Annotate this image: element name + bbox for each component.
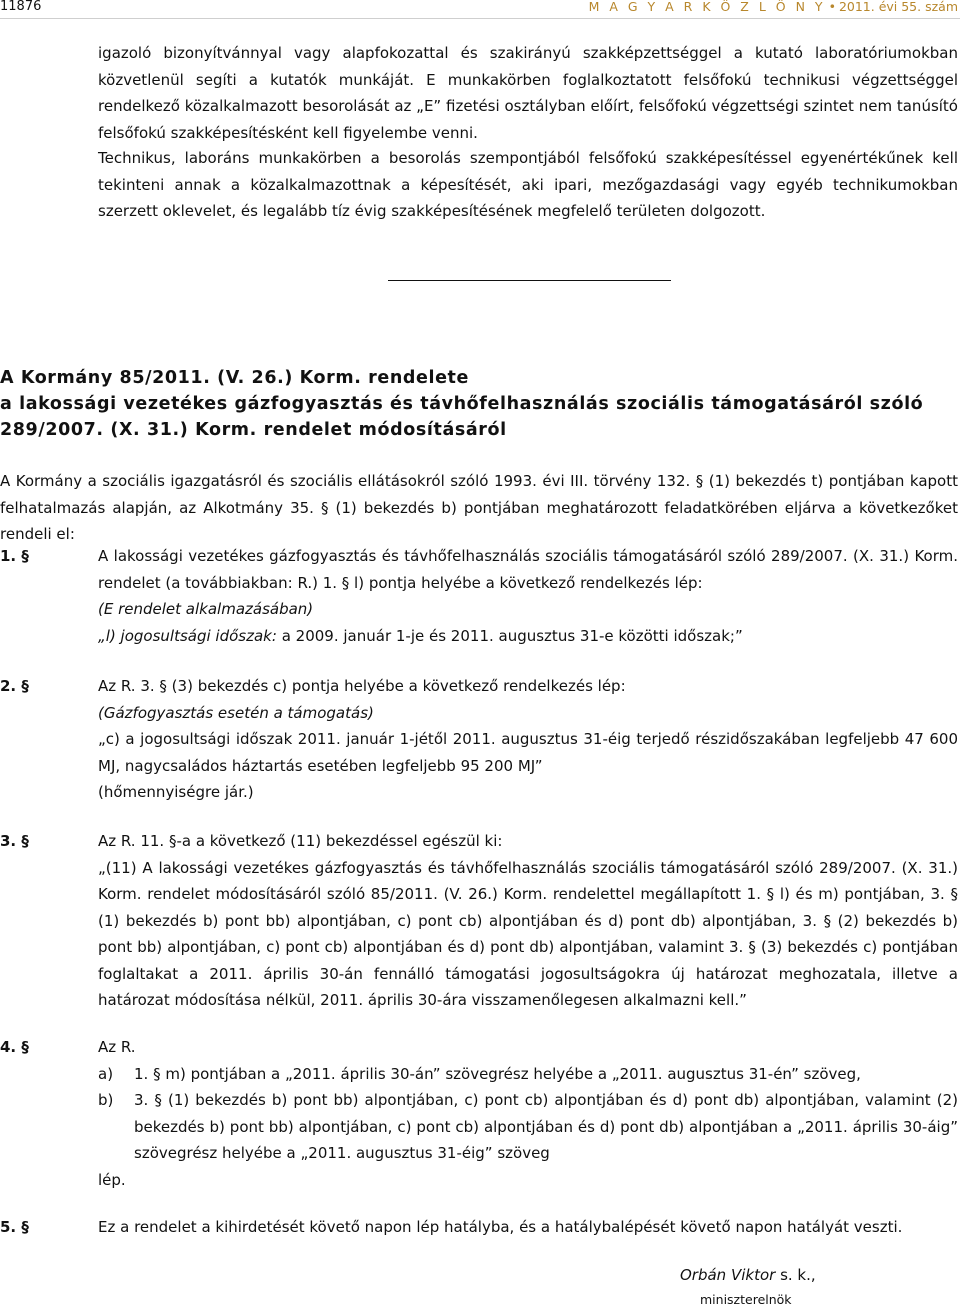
section-text: A lakossági vezetékes gázfogyasztás és távhőfelhasználás szociális támogatásáról szóló 289/2007. (X. 31.) Korm. rendelet (a továbbiakban: R.) 1. § l) pontja helyébe a következő rendelkezés lép: — [98, 547, 958, 592]
list-item-label: a) — [98, 1064, 114, 1083]
section-text: lép. — [98, 1170, 126, 1189]
header-bullet: • — [828, 0, 836, 14]
section-quote: „c) a jogosultsági időszak 2011. január 1-jétől 2011. augusztus 31-éig terjedő részidőszakában legfeljebb 47 600 MJ, nagycsaládos háztartás esetében legfeljebb 95 200 MJ” — [98, 730, 958, 775]
section-2 — [0, 673, 958, 806]
signatory-role: miniszterelnök — [700, 1292, 792, 1307]
preamble: A Kormány a szociális igazgatásról és szociális ellátásokról szóló 1993. évi III. törvény 132. § (1) bekezdés t) pontjában kapott felhatalmazás alapján, az Alkotmány 35. § (1) bekezdés b) pontjában meghatározott feladatkörében eljárva a következőket rendeli el: — [0, 472, 958, 543]
section-text: Az R. 3. § (3) bekezdés c) pontja helyébe a következő rendelkezés lép: — [98, 677, 626, 695]
page-number: 11876 — [0, 0, 42, 14]
section-text: Az R. — [98, 1038, 136, 1056]
list-item — [98, 1061, 958, 1088]
act-title-line: 289/2007. (X. 31.) Korm. rendelet módosításáról — [0, 420, 507, 440]
section-4 — [0, 1034, 958, 1193]
journal-title — [589, 0, 958, 14]
list-item-label: b) — [98, 1091, 114, 1109]
section-number: 5. § — [0, 1218, 29, 1236]
list-item — [98, 1087, 958, 1167]
signatory-name: Orbán Viktor — [680, 1266, 776, 1284]
intro-paragraph-2: Technikus, laboráns munkakörben a besorolás szempontjából felsőfokú szakképesítéssel egyenértékűnek kell tekinteni annak a közalkalmazottnak a képesítését, aki ipari, mezőgazdasági vagy egyéb technikumokban szerzett oklevelet, és legalább tíz évig szakképesítésének megfelelő területen dolgozott. — [98, 149, 958, 220]
section-number: 2. § — [0, 677, 29, 695]
section-number: 3. § — [0, 832, 29, 850]
quote-text: a 2009. január 1-je és 2011. augusztus 31-e közötti időszak;” — [276, 626, 743, 645]
section-1 — [0, 543, 958, 649]
section-text: Az R. 11. §-a a következő (11) bekezdéssel egészül ki: — [98, 832, 503, 850]
section-separator — [388, 280, 671, 281]
act-title — [0, 365, 958, 443]
list-item-text: 1. § m) pontjában a „2011. április 30-án” szövegrész helyébe a „2011. augusztus 31-én” szöveg, — [134, 1064, 861, 1083]
section-3 — [0, 828, 958, 1014]
quote-term: „l) jogosultsági időszak: — [98, 626, 277, 645]
page-header — [0, 0, 960, 16]
signature-suffix: s. k., — [775, 1266, 816, 1284]
section-quote: „(11) A lakossági vezetékes gázfogyasztás és távhőfelhasználás szociális támogatásáról szóló 289/2007. (X. 31.) Korm. rendelet módosításáról szóló 85/2011. (V. 26.) Korm. rendelettel megállapított 1. § l) és m) pontjában, 3. § (1) bekezdés b) pont bb) alpontjában, c) pont cb) alpontjában és d) pont db) alpontjában, 3. § (2) bekezdés b) pont bb) alpontjában, c) pont cb) alpontjában és d) pont db) alpontjában, valamint 3. § (3) bekezdés c) pontjában foglaltakat a 2011. április 30-án fennálló támogatási jogosultságokra új határozat meghozatala, illetve a határozat módosítása nélkül, 2011. április 30-ára visszamenőlegesen alkalmazni kell.” — [98, 858, 958, 1009]
intro-paragraph-1: igazoló bizonyítvánnyal vagy alapfokozattal és szakirányú szakképzettséggel a kutató laboratóriumokban közvetlenül segíti a kutatók munkáját. E munkakörben foglalkoztatott felsőfokú technikusi végzettséggel rendelkező közalkalmazott besorolását az „E” fizetési osztályban előírt, felsőfokú végzettségi szintet nem tanúsító felsőfokú szakképesítésként kell figyelembe venni. — [98, 44, 958, 142]
section-number: 4. § — [0, 1038, 29, 1056]
section-number: 1. § — [0, 547, 29, 565]
section-context: (Gázfogyasztás esetén a támogatás) — [98, 703, 374, 722]
section-text: (hőmennyiségre jár.) — [98, 783, 254, 801]
signature — [680, 1266, 816, 1284]
section-text: Ez a rendelet a kihirdetését követő napon lép hatályba, és a hatálybalépését követő napon hatályát veszti. — [98, 1218, 903, 1236]
section-quote — [98, 623, 958, 650]
header-rule — [0, 18, 960, 19]
section-context: (E rendelet alkalmazásában) — [98, 600, 314, 618]
list-item-text: 3. § (1) bekezdés b) pont bb) alpontjában, c) pont cb) alpontjában és d) pont db) alpontjában, valamint (2) bekezdés b) pont bb) alpontjában, c) pont cb) alpontjában és d) pont db) alpontjában a „2011. április 30-áig” szövegrész helyébe a „2011. augusztus 31-éig” szöveg — [134, 1091, 958, 1162]
issue-number: 2011. évi 55. szám — [838, 0, 958, 14]
journal-name: M A G Y A R K Ö Z L Ö N Y — [588, 0, 826, 14]
act-title-line: a lakossági vezetékes gázfogyasztás és távhőfelhasználás szociális támogatásáról szóló — [0, 394, 924, 414]
section-5 — [0, 1214, 958, 1241]
act-title-line: A Kormány 85/2011. (V. 26.) Korm. rendelete — [0, 368, 469, 388]
